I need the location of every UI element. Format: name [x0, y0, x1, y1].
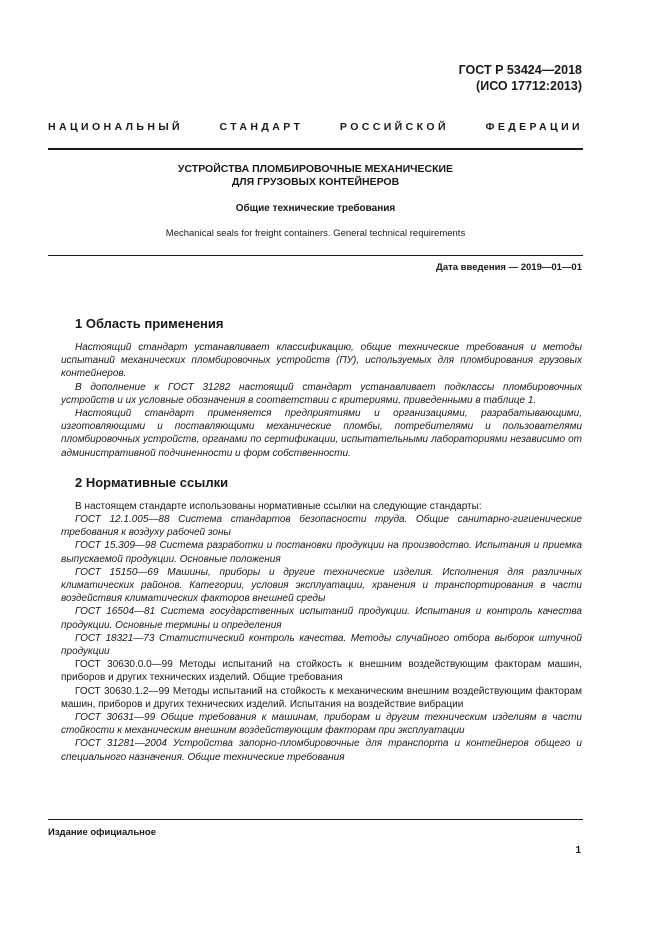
title-line-2: ДЛЯ ГРУЗОВЫХ КОНТЕЙНЕРОВ	[231, 176, 400, 188]
section-1-paragraph: Настоящий стандарт применяется предприятиями и организациями, разрабатывающими, изготовляющими и поставляющими механические пломбы, потребителями и пользователями пломбировочных устройств, органами по сертификации, испытательными лабораториями независимо от административной подчиненности и форм собственности.	[61, 408, 582, 459]
reference-item: ГОСТ 30631—99 Общие требования к машинам, приборам и другим техническим изделиям в части стойкости к механическим внешним воздействующим факторам при эксплуатации	[61, 712, 582, 737]
document-body	[61, 316, 582, 764]
document-subtitle: Общие технические требования	[235, 203, 396, 214]
section-1-paragraph: В дополнение к ГОСТ 31282 настоящий стандарт устанавливает подклассы пломбировочных устройств и их условные обозначения в соответствии с критериями, приведенными в таблице 1.	[61, 381, 582, 406]
reference-item: ГОСТ 30630.0.0—99 Методы испытаний на стойкость к внешним воздействующим факторам машин, приборов и других технических изделий. Общие требования	[61, 659, 582, 684]
reference-item: ГОСТ 18321—73 Статистический контроль качества. Методы случайного отбора выборок штучной продукции	[61, 632, 582, 658]
iso-code: (ИСО 17712:2013)	[476, 79, 582, 93]
section-1-paragraph: Настоящий стандарт устанавливает классификацию, общие технические требования и методы испытаний механических пломбировочных устройств (ПУ), используемых для пломбирования грузовых контейнеров.	[61, 342, 582, 380]
english-title: Mechanical seals for freight containers. General technical requirements	[165, 228, 466, 239]
header-divider	[48, 148, 583, 150]
section-2-heading: 2 Нормативные ссылки	[75, 474, 229, 490]
page-number: 1	[575, 845, 581, 856]
reference-item: ГОСТ 12.1.005—88 Система стандартов безопасности труда. Общие санитарно-гигиенические требования к воздуху рабочей зоны	[61, 514, 582, 539]
title-line-1: УСТРОЙСТВА ПЛОМБИРОВОЧНЫЕ МЕХАНИЧЕСКИЕ	[177, 163, 454, 175]
national-standard-banner: НАЦИОНАЛЬНЫЙ СТАНДАРТ РОССИЙСКОЙ ФЕДЕРАЦИИ	[48, 121, 583, 133]
reference-item: ГОСТ 31281—2004 Устройства запорно-пломбировочные для транспорта и контейнеров общего и специального назначения. Общие технические требования	[61, 738, 582, 763]
section-2-intro: В настоящем стандарте использованы нормативные ссылки на следующие стандарты:	[75, 500, 482, 512]
section-1-heading: 1 Область применения	[75, 316, 224, 331]
reference-item: ГОСТ 15.309—98 Система разработки и постановки продукции на производство. Испытания и приемка выпускаемой продукции. Основные положения	[61, 540, 582, 565]
introduction-date: Дата введения — 2019—01—01	[436, 262, 582, 273]
title-divider	[48, 255, 583, 256]
reference-item: ГОСТ 15150—69 Машины, приборы и другие технические изделия. Исполнения для различных климатических районов. Категории, условия эксплуатации, хранения и транспортирования в части воздействия климатических факторов внешней среды	[61, 566, 582, 605]
standard-code: ГОСТ Р 53424—2018	[458, 63, 582, 77]
standard-designation	[459, 62, 582, 94]
reference-item: ГОСТ 16504—81 Система государственных испытаний продукции. Испытания и контроль качества продукции. Основные термины и определения	[61, 606, 582, 631]
official-edition-label: Издание официальное	[48, 827, 156, 838]
footer-divider	[48, 819, 583, 820]
reference-item: ГОСТ 30630.1.2—99 Методы испытаний на стойкость к механическим внешним воздействующим факторам машин, приборов и других технических изделий. Испытания на воздействие вибрации	[61, 685, 582, 710]
document-title	[48, 163, 583, 189]
